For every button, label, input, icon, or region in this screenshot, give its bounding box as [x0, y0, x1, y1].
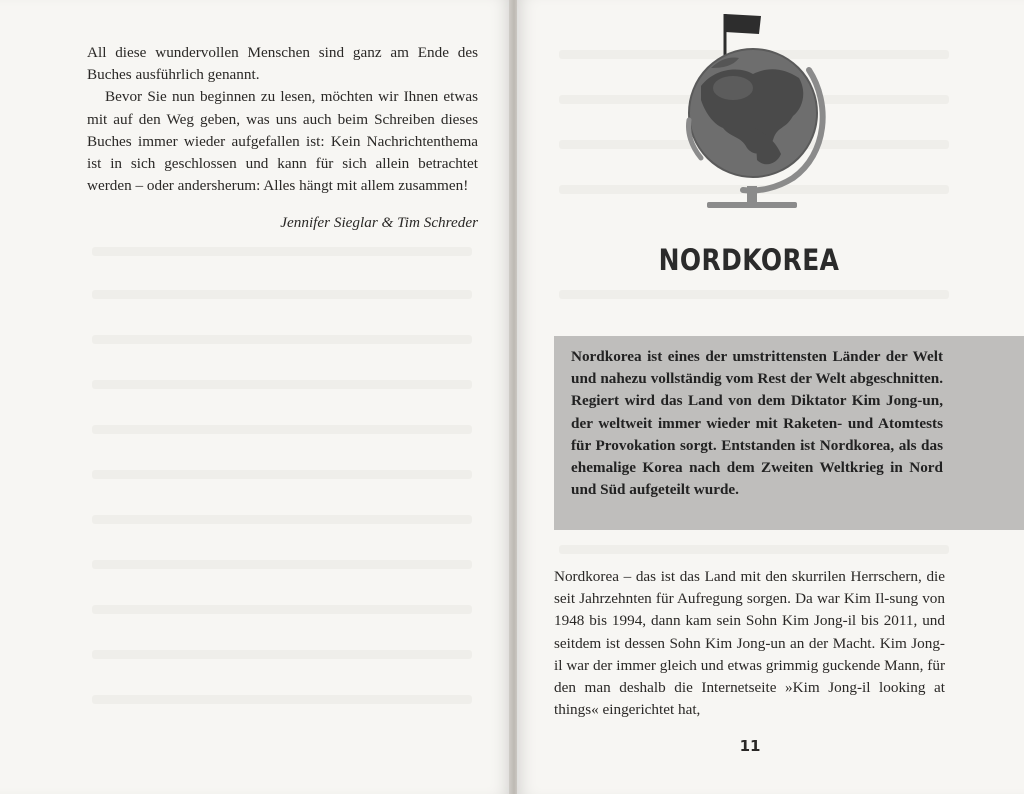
author-signature: Jennifer Sieglar & Tim Schreder — [280, 214, 478, 231]
show-through-line — [92, 605, 472, 614]
foreword-paragraph-1: All diese wundervollen Menschen sind ganz am Ende des Buches ausführlich genannt. — [87, 44, 478, 84]
show-through-line — [92, 425, 472, 434]
page-number: 11 — [739, 737, 761, 755]
show-through-line — [92, 650, 472, 659]
show-through-line — [92, 335, 472, 344]
show-through-line — [92, 290, 472, 299]
show-through-line — [559, 545, 949, 554]
chapter-title: NORDKOREA — [658, 243, 840, 277]
chapter-intro-text: Nordkorea ist eines der umstrittensten Länder der Welt und nahezu vollständig vom Rest der Welt abgeschnitten. Regiert wird das Land von dem Diktator Kim Jong-un, der weltweit immer wieder mit Raketen- und Atomtests für Provokation sorgt. Entstanden ist Nordkorea, als das ehemalige Korea nach dem Zweiten Weltkrieg in Nord und Süd aufgeteilt wurde. — [571, 348, 943, 499]
globe-with-flag-icon — [681, 8, 831, 214]
foreword-paragraph-2: Bevor Sie nun beginnen zu lesen, möchten wir Ihnen etwas mit auf den Weg geben, was uns auch beim Schreiben dieses Buches immer wieder aufgefallen ist: Kein Nachrichtenthema ist in sich geschlossen und kann für sich allein betrachtet werden – oder andersherum: Alles hängt mit allem zusammen! — [87, 88, 478, 195]
show-through-line — [92, 470, 472, 479]
show-through-line — [559, 290, 949, 299]
show-through-line — [92, 695, 472, 704]
show-through-line — [92, 560, 472, 569]
chapter-body-paragraph: Nordkorea – das ist das Land mit den skurrilen Herrschern, die seit Jahrzehnten für Aufregung sorgen. Da war Kim Il-sung von 1948 bis 1994, dann kam sein Sohn Kim Jong-il bis 2011, und seitdem ist dessen Sohn Kim Jong-un an der Macht. Kim Jong-il war der immer gleich und etwas grimmig guckende Mann, für den man deshalb die Internetseite »Kim Jong-il looking at things« eingerichtet hat, — [554, 568, 945, 719]
foreword-text — [87, 42, 478, 197]
chapter-intro-box — [554, 336, 1024, 530]
show-through-line — [92, 380, 472, 389]
show-through-line — [92, 247, 472, 256]
left-page — [0, 0, 511, 794]
show-through-line — [92, 515, 472, 524]
chapter-body-text — [554, 566, 945, 721]
